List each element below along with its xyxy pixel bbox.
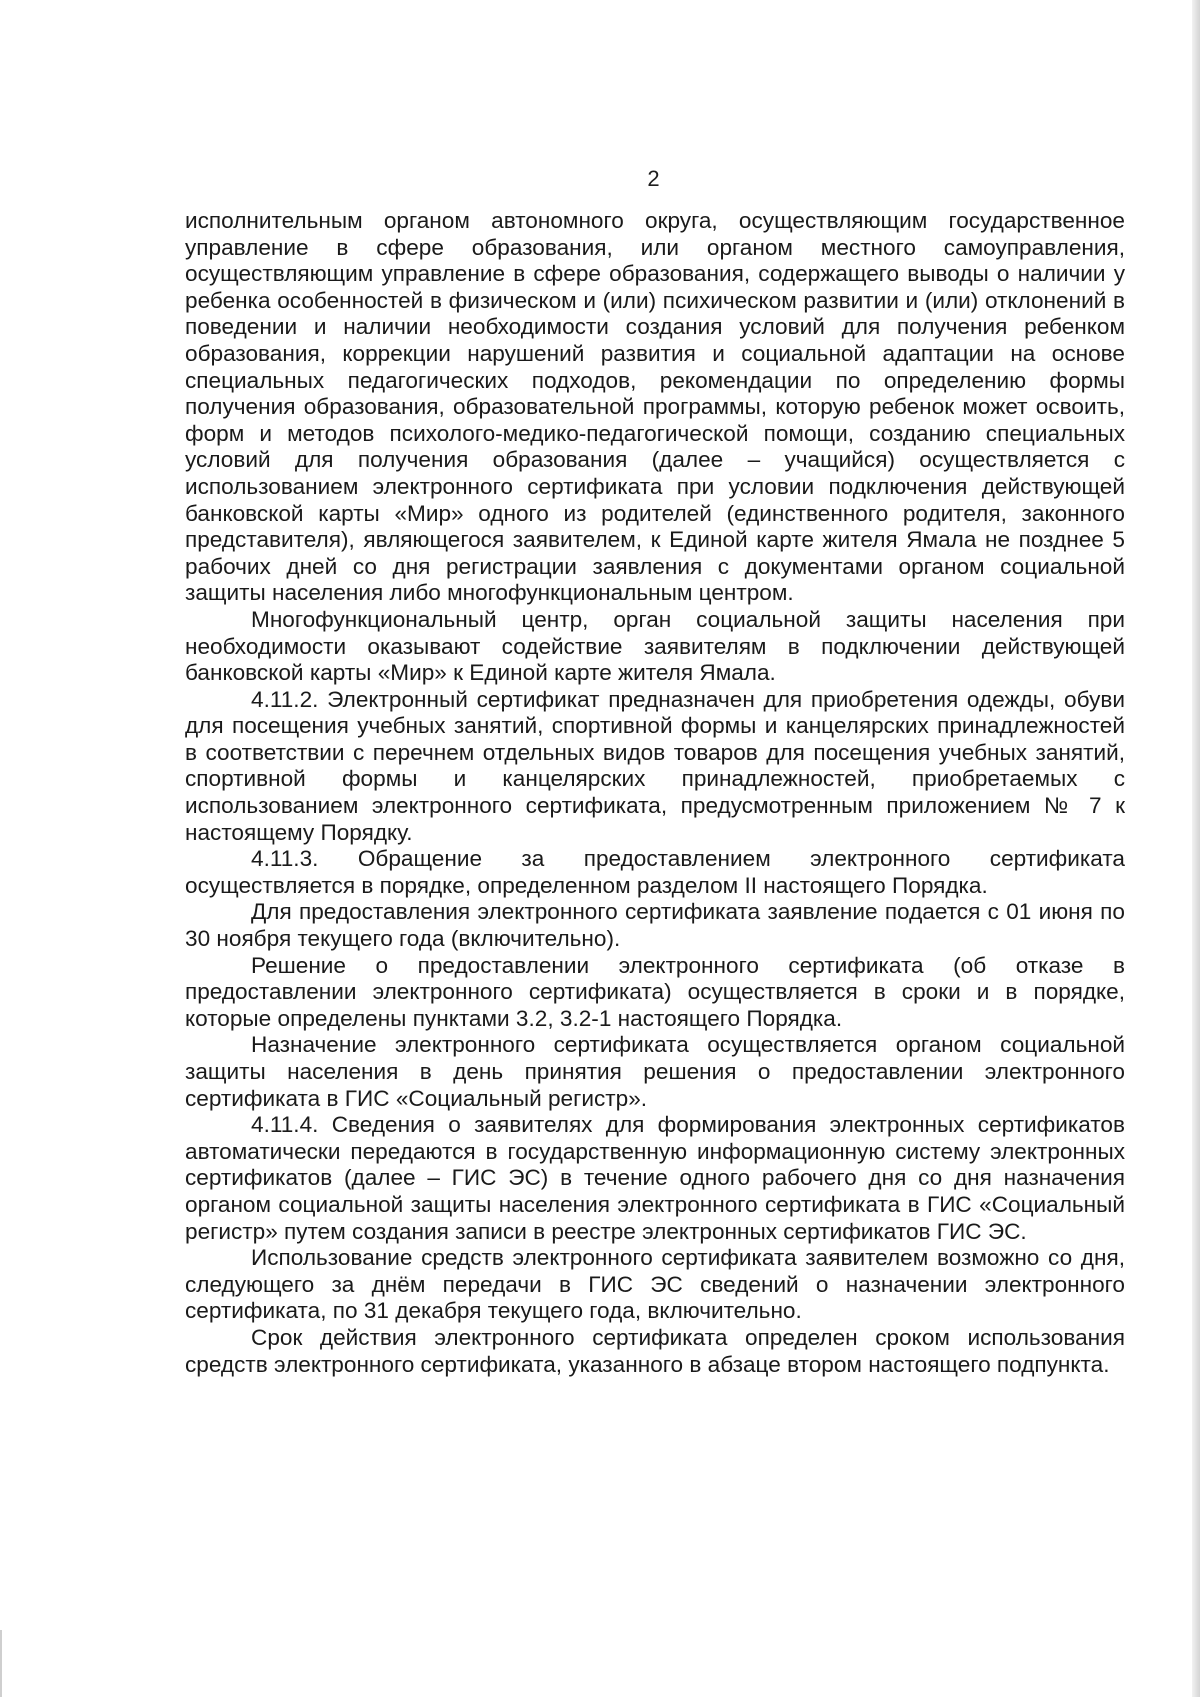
paragraph-mfc-assistance: Многофункциональный центр, орган социальной защиты населения при необходимости оказывают содействие заявителям в подключении действующей банковской карты «Мир» к Единой карте жителя Ямала. <box>185 606 1125 686</box>
scan-edge-shadow <box>1192 0 1200 1697</box>
paragraph-4-11-4: 4.11.4. Сведения о заявителях для формирования электронных сертификатов автоматически передаются в государственную информационную систему электронных сертификатов (далее – ГИС ЭС) в течение одного рабочего дня со дня назначения органом социальной защиты населения электронного сертификата в ГИС «Социальный регистр» путем создания записи в реестре электронных сертификатов ГИС ЭС. <box>185 1112 1125 1244</box>
paragraph-application-period: Для предоставления электронного сертификата заявление подается с 01 июня по 30 ноября текущего года (включительно). <box>185 899 1125 952</box>
paragraph-4-11-2: 4.11.2. Электронный сертификат предназначен для приобретения одежды, обуви для посещения учебных занятий, спортивной формы и канцелярских принадлежностей в соответствии с перечнем отдельных видов товаров для посещения учебных занятий, спортивной формы и канцелярских принадлежностей, приобретаемых с использованием электронного сертификата, предусмотренным приложением № 7 к настоящему Порядку. <box>185 686 1125 845</box>
paragraph-continuation: исполнительным органом автономного округа, осуществляющим государственное управление в сфере образования, или органом местного самоуправления, осуществляющим управление в сфере образования, содержащего выводы о наличии у ребенка особенностей в физическом и (или) психическом развитии и (или) отклонений в поведении и наличии необходимости создания условий для получения ребенком образования, коррекции нарушений развития и социальной адаптации на основе специальных педагогических подходов, рекомендации по определению формы получения образования, образовательной программы, которую ребенок может освоить, форм и методов психолого-медико-педагогической помощи, созданию специальных условий для получения образования (далее – учащийся) осуществляется с использованием электронного сертификата при условии подключения действующей банковской карты «Мир» одного из родителей (единственного родителя, законного представителя), являющегося заявителем, к Единой карте жителя Ямала не позднее 5 рабочих дней со дня регистрации заявления с документами органом социальной защиты населения либо многофункциональным центром. <box>185 208 1125 606</box>
paragraph-assignment: Назначение электронного сертификата осуществляется органом социальной защиты населения в день принятия решения о предоставлении электронного сертификата в ГИС «Социальный регистр». <box>185 1032 1125 1111</box>
scan-edge-mark <box>0 1630 2 1697</box>
paragraph-decision: Решение о предоставлении электронного сертификата (об отказе в предоставлении электронного сертификата) осуществляется в сроки и в порядке, которые определены пунктами 3.2, 3.2-1 настоящего Порядка. <box>185 952 1125 1031</box>
page-number: 2 <box>647 166 660 191</box>
paragraph-validity: Срок действия электронного сертификата определен сроком использования средств электронного сертификата, указанного в абзаце втором настоящего подпункта. <box>185 1324 1125 1377</box>
document-body <box>185 208 1125 1378</box>
paragraph-4-11-3: 4.11.3. Обращение за предоставлением электронного сертификата осуществляется в порядке, определенном разделом II настоящего Порядка. <box>185 846 1125 898</box>
paragraph-usage: Использование средств электронного сертификата заявителем возможно со дня, следующего за днём передачи в ГИС ЭС сведений о назначении электронного сертификата, по 31 декабря текущего года, включительно. <box>185 1245 1125 1324</box>
